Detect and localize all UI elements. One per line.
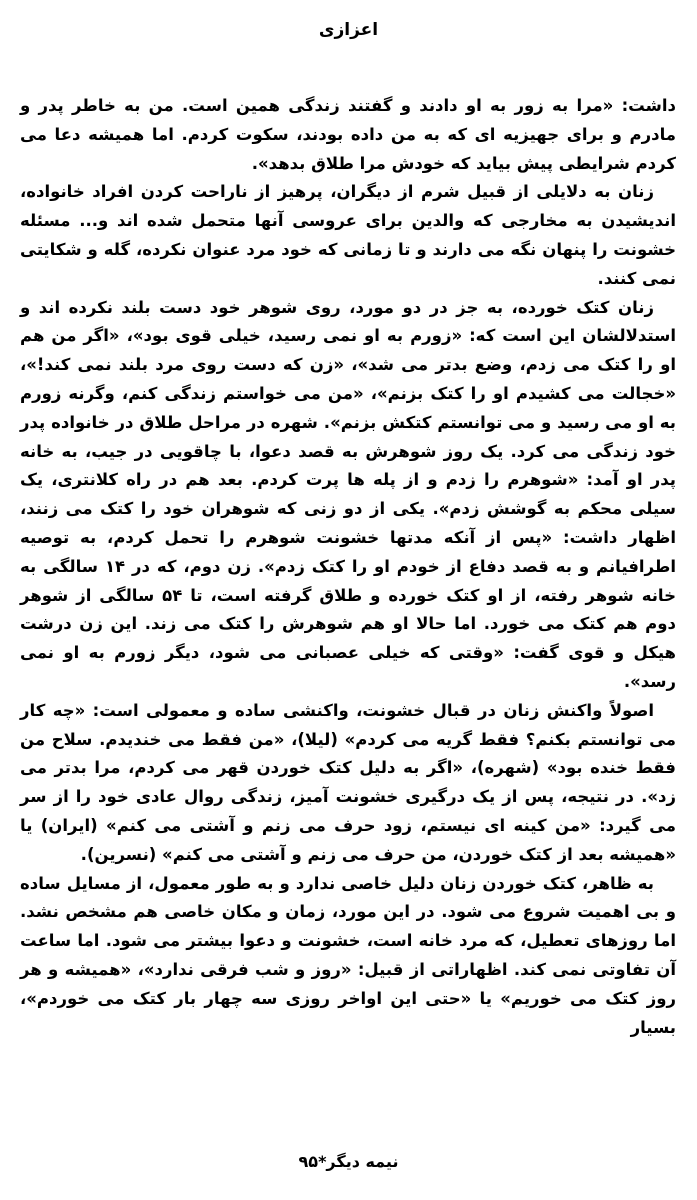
paragraph-continuation: داشت: «مرا به زور به او دادند و گفتند زندگی همین است. من به خاطر پدر و مادرم و برای جهیزیه ای که به من داده بودند، سکوت کردم. اما همیشه دعا می کردم شرایطی پیش بیاید که خودش مرا طلاق بدهد». bbox=[20, 96, 676, 173]
paragraph-reaction: اصولاً واکنش زنان در قبال خشونت، واکنشی ساده و معمولی است: «چه کار می توانستم بکنم؟ فقط گریه می کردم» (لیلا)، «من فقط می خندیدم. سلاح من فقط خنده بود» (شهره)، «اگر به دلیل کتک خوردن قهر می کردم، مرا بدتر می زد». در نتیجه، پس از یک درگیری خشونت آمیز، زندگی روال عادی خود را از سر می گیرد: «من کینه ای نیستم، زود حرف می زنم و آشتی می کنم» (ایران) یا «همیشه بعد از کتک خوردن، من حرف می زنم و آشتی می کنم» (نسرین). bbox=[20, 700, 676, 864]
paragraph-apparent-cause: به ظاهر، کتک خوردن زنان دلیل خاصی ندارد و به طور معمول، از مسایل ساده و بی اهمیت شروع می شود. در این مورد، زمان و مکان خاصی هم مشخص نشد. اما روزهای تعطیل، که مرد خانه است، خشونت و دعوا بیشتر می شود. اما ساعت آن تفاوتی نمی کند. اظهاراتی از قبیل: «روز و شب فرقی ندارد»، «همیشه و هر روز کتک می خوریم» یا «حتی این اواخر روزی سه چهار بار کتک می خوردم»، بسیار bbox=[20, 873, 676, 1037]
paragraph-reasons: زنان به دلایلی از قبیل شرم از دیگران، پرهیز از ناراحت کردن افراد خانواده، اندیشیدن به مخارجی که والدین برای عروسی آنها متحمل شده اند و... مسئله خشونت را پنهان نگه می دارند و تا زمانی که خود مرد عنوان نکرده، گله و شکایتی نمی کنند. bbox=[20, 182, 676, 288]
body-text bbox=[20, 92, 676, 1042]
paragraph-beaten-women: زنان کتک خورده، به جز در دو مورد، روی شوهر خود دست بلند نکرده اند و استدلالشان این است که: «زورم به او نمی رسید، خیلی قوی بود»، «اگر من هم او را کتک می زدم، وضع بدتر می شد»، «زن که دست روی مرد بلند نمی کند!»، «خجالت می کشیدم او را کتک بزنم»، «من می خواستم زندگی کنم، وگرنه زورم به او می رسید و می توانستم کتکش بزنم». شهره در مراحل طلاق در خانواده پدر خود زندگی می کرد. یک روز شوهرش به قصد دعوا، با چاقویی در جیب، به خانه پدر او آمد: «شوهرم را زدم و از پله ها پرت کردم. بعد هم در راه کلانتری، یک سیلی محکم به گوشش زدم». یکی از دو زنی که شوهران خود را کتک می زنند، اظهار داشت: «پس از آنکه مدتها خشونت شوهرم را تحمل کردم، به توصیه اطرافیانم و به قصد دفاع از خودم او را کتک زدم». زن دوم، که در ۱۴ سالگی به خانه شوهر رفته، از او کتک خورده و طلاق گرفته است، تا ۵۴ سالگی از شوهر دوم هم کتک می خورد. اما حالا او هم شوهرش را کتک می زند. این زن درشت هیکل و قوی گفت: «وقتی که خیلی عصبانی می شود، دیگر زورم به او نمی رسد». bbox=[20, 297, 676, 691]
running-header: اعزازی bbox=[318, 20, 379, 40]
page-footer: نیمه دیگر*۹۵ bbox=[298, 1152, 399, 1171]
